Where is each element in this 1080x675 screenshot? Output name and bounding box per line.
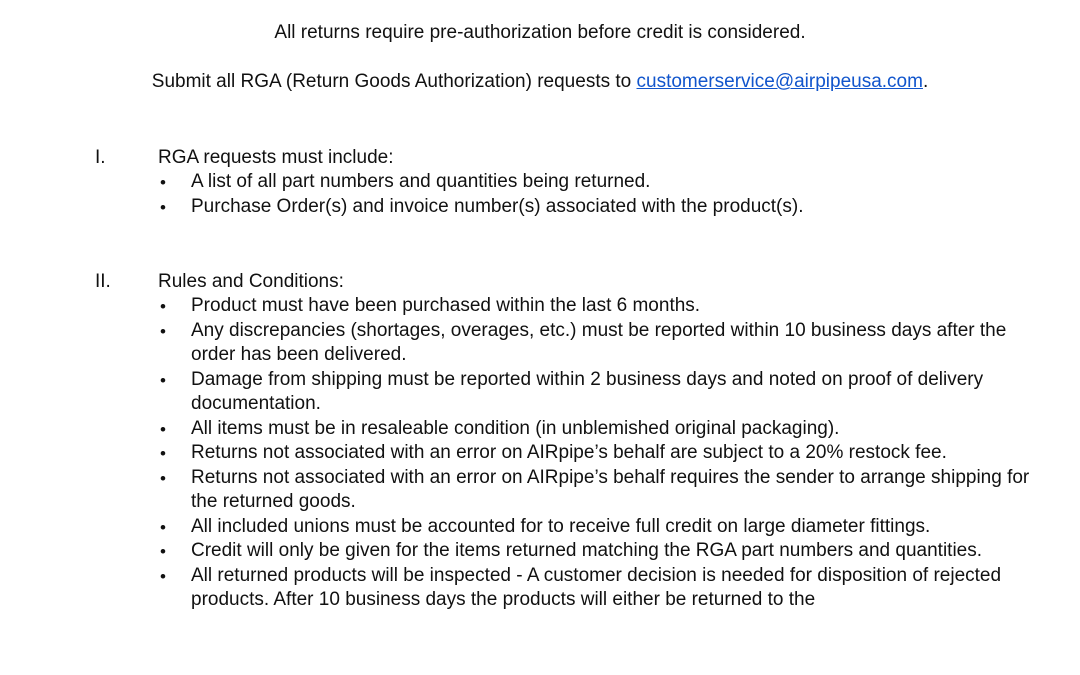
email-link[interactable]: customerservice@airpipeusa.com [636, 71, 923, 92]
bullet-icon: • [160, 197, 166, 217]
list-item-text: Damage from shipping must be reported within 2 business days and noted on proof of delivery documentation. [191, 368, 984, 414]
list-item [0, 417, 1080, 442]
list-item [0, 466, 1080, 515]
list-item [0, 539, 1080, 564]
list-item [0, 564, 1080, 613]
section-numeral: II. [95, 271, 111, 292]
submission-text: Submit all RGA (Return Goods Authorization) requests to [151, 71, 637, 92]
bullet-icon: • [160, 173, 166, 192]
list-item [0, 441, 1080, 466]
bullet-icon: • [160, 321, 166, 341]
submission-instructions [0, 71, 1080, 93]
list-item [0, 170, 1080, 195]
list-item-text: Any discrepancies (shortages, overages, etc.) must be reported within 10 business days after the order has been delivered. [191, 319, 1007, 365]
list-item-text: A list of all part numbers and quantities being returned. [191, 171, 651, 192]
section-heading: RGA requests must include: [158, 147, 394, 168]
bullet-icon: • [160, 542, 166, 561]
bullet-icon: • [160, 468, 166, 488]
bullet-icon: • [160, 297, 166, 316]
list-item-text: All included unions must be accounted for to receive full credit on large diameter fittings. [191, 515, 931, 537]
submission-period: . [922, 71, 929, 92]
bullet-icon: • [160, 444, 166, 463]
list-item-text: Credit will only be given for the items returned matching the RGA part numbers and quantities. [191, 540, 983, 561]
list-item [0, 294, 1080, 319]
list-item-text: All returned products will be inspected - A customer decision is needed for disposition of rejected products. After 10 business days the products will either be returned to the [191, 564, 1002, 610]
list-item [0, 195, 1080, 220]
bullet-icon: • [160, 419, 166, 439]
list-item-text: Returns not associated with an error on AIRpipe’s behalf requires the sender to arrange shipping for the returned goods. [191, 466, 1030, 512]
preauthorization-notice: All returns require pre-authorization before credit is considered. [274, 22, 806, 43]
bullet-icon: • [160, 517, 166, 537]
list-item [0, 368, 1080, 417]
bullet-list [0, 294, 1080, 613]
list-item-text: All items must be in resaleable condition (in unblemished original packaging). [191, 417, 840, 439]
list-item [0, 319, 1080, 368]
list-item [0, 515, 1080, 540]
list-item-text: Product must have been purchased within the last 6 months. [191, 295, 701, 316]
list-item-text: Returns not associated with an error on AIRpipe’s behalf are subject to a 20% restock fee. [191, 442, 947, 463]
section-numeral: I. [95, 147, 106, 168]
bullet-icon: • [160, 370, 166, 390]
section-heading: Rules and Conditions: [158, 271, 344, 292]
list-item-text: Purchase Order(s) and invoice number(s) associated with the product(s). [191, 195, 804, 217]
bullet-icon: • [160, 566, 166, 586]
bullet-list [0, 170, 1080, 219]
